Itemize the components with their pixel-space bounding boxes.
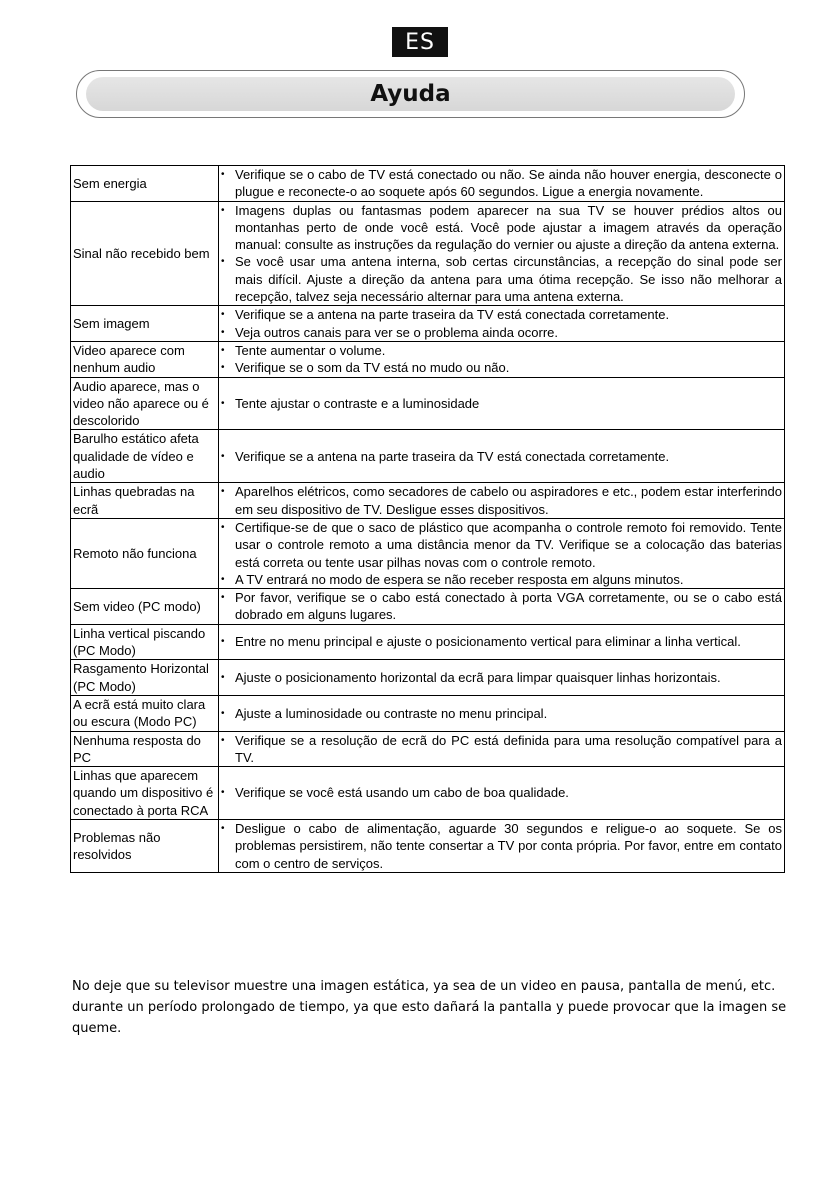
solution-cell xyxy=(219,166,785,202)
solution-item: • Tente aumentar o volume. xyxy=(221,342,782,359)
table-row xyxy=(71,819,785,872)
problem-cell: Rasgamento Horizontal (PC Modo) xyxy=(71,660,219,696)
table-row xyxy=(71,731,785,767)
problem-cell: Linhas quebradas na ecrã xyxy=(71,483,219,519)
solution-item: • Ajuste a luminosidade ou contraste no menu principal. xyxy=(221,705,782,722)
table-row xyxy=(71,166,785,202)
solution-item: • Verifique se a resolução de ecrã do PC está definida para uma resolução compatível para a TV. xyxy=(221,732,782,767)
solution-item: • Ajuste o posicionamento horizontal da ecrã para limpar quaisquer linhas horizontais. xyxy=(221,669,782,686)
table-row xyxy=(71,624,785,660)
solution-item: • Por favor, verifique se o cabo está conectado à porta VGA corretamente, ou se o cabo está dobrado em alguns lugares. xyxy=(221,589,782,624)
solution-item: • Imagens duplas ou fantasmas podem aparecer na sua TV se houver prédios altos ou montanhas perto de onde você está. Você pode ajustar a imagem através da operação manual: consulte as instruções da regulação do vernier ou ajuste a direção da antena externa. xyxy=(221,202,782,254)
solution-item: • Aparelhos elétricos, como secadores de cabelo ou aspiradores e etc., podem estar interferindo em seu dispositivo de TV. Desligue esses dispositivos. xyxy=(221,483,782,518)
solution-item: • Verifique se a antena na parte traseira da TV está conectada corretamente. xyxy=(221,448,782,465)
solution-item: • Se você usar uma antena interna, sob certas circunstâncias, a recepção do sinal pode ser mais difícil. Ajuste a direção da antena para uma ótima recepção. Se isso não melhorar a recepção, talvez seja necessário alternar para uma antena externa. xyxy=(221,253,782,305)
table-row xyxy=(71,306,785,342)
problem-cell: Video aparece com nenhum audio xyxy=(71,341,219,377)
problem-cell: Linhas que aparecem quando um dispositivo é conectado à porta RCA xyxy=(71,767,219,820)
table-row xyxy=(71,518,785,588)
solution-item: • Verifique se você está usando um cabo de boa qualidade. xyxy=(221,784,782,801)
solution-cell xyxy=(219,624,785,660)
title-banner xyxy=(76,70,745,118)
solution-cell xyxy=(219,731,785,767)
solution-cell xyxy=(219,589,785,625)
problem-cell: Sem video (PC modo) xyxy=(71,589,219,625)
solution-item: • Tente ajustar o contraste e a luminosidade xyxy=(221,395,782,412)
table-row xyxy=(71,660,785,696)
language-badge xyxy=(392,27,448,57)
problem-cell: Linha vertical piscando (PC Modo) xyxy=(71,624,219,660)
solution-item: • Verifique se a antena na parte traseira da TV está conectada corretamente. xyxy=(221,306,782,323)
solution-item: • Verifique se o som da TV está no mudo ou não. xyxy=(221,359,782,376)
table-row xyxy=(71,589,785,625)
solution-item: • Veja outros canais para ver se o problema ainda ocorre. xyxy=(221,324,782,341)
solution-cell xyxy=(219,201,785,306)
problem-cell: Sem energia xyxy=(71,166,219,202)
solution-cell xyxy=(219,819,785,872)
problem-cell: Sinal não recebido bem xyxy=(71,201,219,306)
problem-cell: Nenhuma resposta do PC xyxy=(71,731,219,767)
solution-cell xyxy=(219,660,785,696)
solution-cell xyxy=(219,767,785,820)
table-row xyxy=(71,430,785,483)
solution-cell xyxy=(219,430,785,483)
table-row xyxy=(71,695,785,731)
table-row xyxy=(71,483,785,519)
problem-cell: Problemas não resolvidos xyxy=(71,819,219,872)
table-row xyxy=(71,767,785,820)
solution-cell xyxy=(219,306,785,342)
solution-item: • Certifique-se de que o saco de plástico que acompanha o controle remoto foi removido. Tente usar o controle remoto a uma distância menor da TV. Verifique se a colocação das baterias está correta ou tente usar pilhas novas com o controle remoto. xyxy=(221,519,782,571)
solution-cell xyxy=(219,695,785,731)
solution-item: • A TV entrará no modo de espera se não receber resposta em alguns minutos. xyxy=(221,571,782,588)
solution-item: • Entre no menu principal e ajuste o posicionamento vertical para eliminar a linha vertical. xyxy=(221,633,782,650)
problem-cell: Barulho estático afeta qualidade de vídeo e audio xyxy=(71,430,219,483)
solution-cell xyxy=(219,377,785,430)
solution-cell xyxy=(219,483,785,519)
table-row xyxy=(71,201,785,306)
solution-item: • Desligue o cabo de alimentação, aguarde 30 segundos e religue-o ao soquete. Se os problemas persistirem, não tente consertar a TV por conta própria. Por favor, entre em contato com o centro de serviços. xyxy=(221,820,782,872)
language-code: ES xyxy=(405,29,435,55)
solution-cell xyxy=(219,341,785,377)
footer-note: No deje que su televisor muestre una imagen estática, ya sea de un video en pausa, pantalla de menú, etc. durante un período prolongado de tiempo, ya que esto dañará la pantalla y puede provocar que la imagen se queme. xyxy=(72,979,787,1036)
problem-cell: A ecrã está muito clara ou escura (Modo PC) xyxy=(71,695,219,731)
solution-item: • Verifique se o cabo de TV está conectado ou não. Se ainda não houver energia, desconecte o plugue e reconecte-o ao soquete após 60 segundos. Ligue a energia novamente. xyxy=(221,166,782,201)
solution-cell xyxy=(219,518,785,588)
problem-cell: Remoto não funciona xyxy=(71,518,219,588)
problem-cell: Sem imagem xyxy=(71,306,219,342)
problem-cell: Audio aparece, mas o video não aparece ou é descolorido xyxy=(71,377,219,430)
troubleshooting-table xyxy=(70,165,785,873)
page-title: Ayuda xyxy=(370,81,451,107)
table-row xyxy=(71,377,785,430)
table-row xyxy=(71,341,785,377)
